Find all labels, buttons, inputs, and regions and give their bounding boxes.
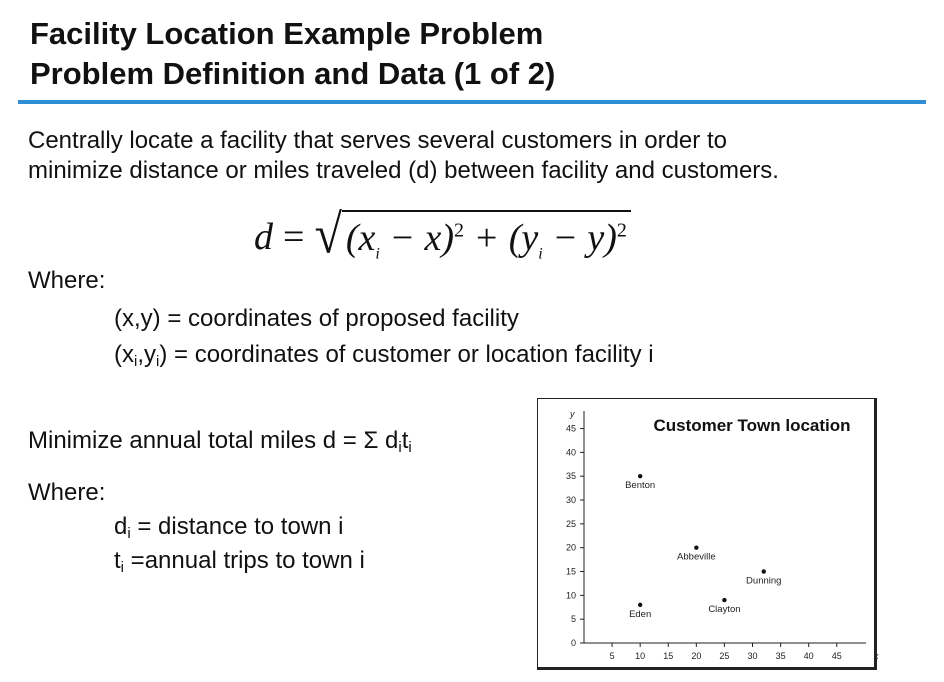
title-underline bbox=[18, 100, 926, 104]
point-label: Clayton bbox=[708, 604, 741, 616]
point-label: Benton bbox=[625, 480, 656, 492]
point-label: Abbeville bbox=[677, 551, 716, 563]
y-tick-label: 30 bbox=[565, 495, 576, 506]
y-tick-label: 0 bbox=[570, 638, 576, 648]
point-label: Dunning bbox=[746, 575, 782, 587]
customer-town-chart bbox=[537, 398, 877, 670]
x-tick-label: 15 bbox=[663, 651, 674, 661]
definition-distance: $d_i$ = distance to town i bbox=[114, 513, 344, 542]
y-tick-label: 40 bbox=[565, 447, 576, 458]
formula-lhs: d bbox=[254, 215, 273, 258]
slide-title bbox=[30, 14, 910, 94]
x-tick-label: 30 bbox=[747, 651, 758, 661]
data-point bbox=[694, 545, 698, 549]
y-tick-label: 15 bbox=[565, 566, 576, 577]
point-label: Eden bbox=[629, 608, 652, 620]
x-tick-label: 40 bbox=[803, 651, 814, 661]
x-axis-label: x bbox=[874, 651, 879, 661]
y-tick-label: 5 bbox=[570, 614, 576, 625]
intro-line-2: minimize distance or miles traveled (d) between facility and customers. bbox=[28, 157, 779, 184]
definition-facility-coordinates: (x,y) = coordinates of proposed facility bbox=[114, 305, 519, 332]
chart-title: Customer Town location bbox=[653, 416, 851, 435]
formula-equals: = bbox=[283, 215, 305, 258]
where-label-1: Where: bbox=[28, 267, 106, 294]
x-tick-label: 25 bbox=[719, 651, 730, 661]
title-line-2: Problem Definition and Data (1 of 2) bbox=[30, 56, 556, 91]
title-line-1: Facility Location Example Problem bbox=[30, 16, 544, 51]
formula-radicand: $(x_i - x)^2 + (y_i - y)^2$ bbox=[342, 210, 631, 264]
y-tick-label: 35 bbox=[565, 471, 576, 482]
minimize-statement: Minimize annual total miles d = Σ $d_it_i$ bbox=[28, 427, 412, 456]
definition-trips: $t_i$ =annual trips to town i bbox=[114, 547, 365, 576]
x-tick-label: 45 bbox=[831, 651, 842, 661]
data-point bbox=[762, 569, 766, 573]
data-point bbox=[722, 598, 726, 602]
y-tick-label: 25 bbox=[565, 518, 576, 529]
chart-canvas bbox=[538, 399, 879, 667]
x-tick-label: 35 bbox=[775, 651, 786, 661]
intro-paragraph bbox=[28, 126, 779, 186]
x-tick-label: 5 bbox=[609, 651, 615, 661]
y-tick-label: 20 bbox=[565, 542, 576, 553]
definition-customer-coordinates: $(x_i,y_i)$ = coordinates of customer or location facility i bbox=[114, 341, 654, 370]
y-tick-label: 10 bbox=[565, 590, 576, 601]
y-tick-label: 45 bbox=[565, 423, 576, 434]
intro-line-1: Centrally locate a facility that serves several customers in order to bbox=[28, 127, 727, 154]
formula-sqrt bbox=[314, 202, 630, 265]
data-point bbox=[638, 603, 642, 607]
where-label-2: Where: bbox=[28, 479, 106, 506]
x-tick-label: 20 bbox=[691, 651, 702, 661]
radical-sign: √ bbox=[314, 202, 342, 265]
y-axis-label: y bbox=[570, 409, 575, 419]
data-point bbox=[638, 474, 642, 478]
distance-formula bbox=[254, 202, 631, 265]
x-tick-label: 10 bbox=[635, 651, 646, 661]
